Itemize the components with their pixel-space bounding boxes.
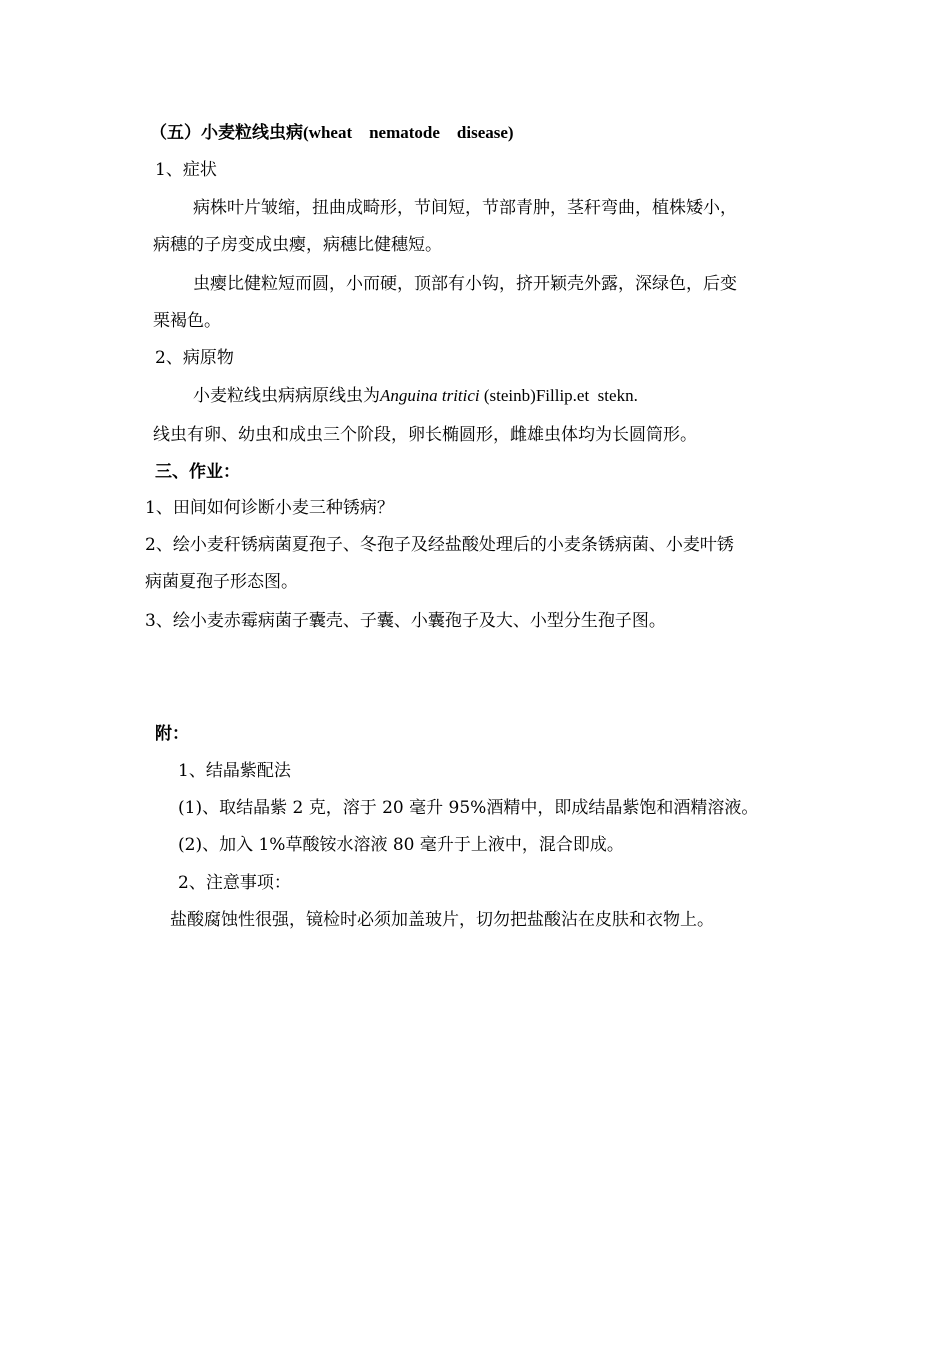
section-heading-latin: (wheat nematode disease): [303, 123, 514, 142]
homework-question-1: 1、田间如何诊断小麦三种锈病？: [145, 498, 394, 518]
pathogen-line-2: 线虫有卵、幼虫和成虫三个阶段，卵长椭圆形，雌雄虫体均为长圆筒形。: [153, 425, 697, 445]
homework-question-2-line-2: 病菌夏孢子形态图。: [145, 572, 298, 592]
homework-title: 三、作业：: [155, 462, 240, 482]
symptoms-paragraph-1-line-1: 病株叶片皱缩，扭曲成畸形，节间短，节部青肿，茎秆弯曲，植株矮小，: [193, 198, 737, 218]
pathogen-species: Anguina tritici: [380, 386, 480, 405]
appendix-title: 附：: [155, 724, 189, 744]
symptoms-paragraph-1-line-2: 病穗的子房变成虫瘿，病穗比健穗短。: [153, 235, 442, 255]
symptoms-paragraph-2-line-1: 虫瘿比健粒短而圆，小而硬，顶部有小钩，挤开颖壳外露，深绿色，后变: [193, 274, 737, 294]
section-heading: [150, 121, 514, 145]
pathogen-title: 2、病原物: [155, 348, 234, 368]
symptoms-paragraph-2-line-2: 栗褐色。: [153, 311, 221, 331]
homework-question-2-line-1: 2、绘小麦秆锈病菌夏孢子、冬孢子及经盐酸处理后的小麦条锈病菌、小麦叶锈: [145, 535, 734, 555]
pathogen-line-1-prefix: 小麦粒线虫病病原线虫为: [193, 386, 380, 406]
appendix-item-1-step-1: (1)、取结晶紫 2 克，溶于 20 毫升 95%酒精中，即成结晶紫饱和酒精溶液。: [178, 798, 759, 818]
pathogen-line-1: [193, 384, 638, 408]
appendix-item-1-step-2: (2)、加入 1%草酸铵水溶液 80 毫升于上液中，混合即成。: [178, 835, 624, 855]
appendix-item-2-text: 盐酸腐蚀性很强，镜检时必须加盖玻片，切勿把盐酸沾在皮肤和衣物上。: [170, 910, 714, 930]
homework-question-3: 3、绘小麦赤霉病菌子囊壳、子囊、小囊孢子及大、小型分生孢子图。: [145, 611, 666, 631]
section-heading-chinese: （五）小麦粒线虫病: [150, 123, 303, 143]
appendix-item-2-title: 2、注意事项：: [178, 873, 291, 893]
appendix-item-1-title: 1、结晶紫配法: [178, 761, 291, 781]
pathogen-authority: (steinb)Fillip.et stekn.: [479, 386, 638, 405]
symptoms-title: 1、症状: [155, 160, 217, 180]
